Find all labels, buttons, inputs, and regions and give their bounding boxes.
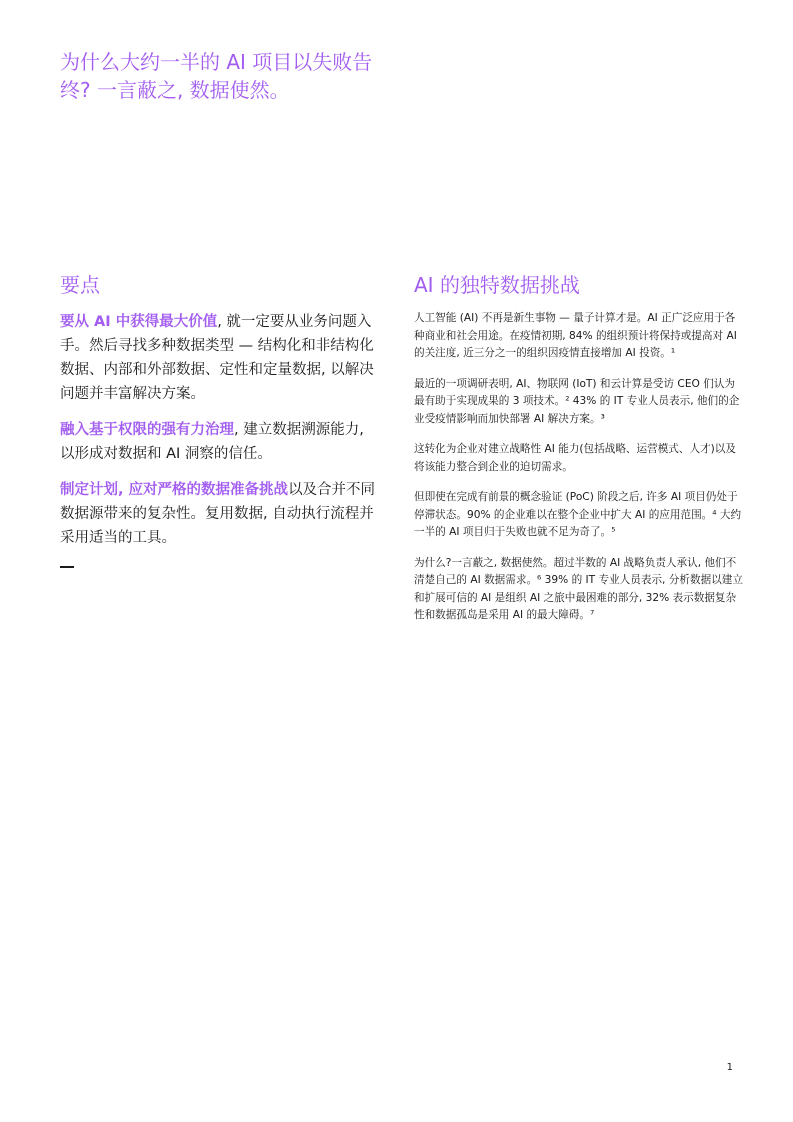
key-point — [60, 418, 380, 466]
page-title: 为什么大约一半的 AI 项目以失败告终? 一言蔽之, 数据使然。 — [60, 50, 373, 102]
body-paragraph: 为什么?一言蔽之, 数据使然。超过半数的 AI 战略负责人承认, 他们不清楚自己的 AI 数据需求。⁶ 39% 的 IT 专业人员表示, 分析数据以建立和扩展可信的 AI 是组织 AI 之旅中最困难的部分, 32% 表示数据复杂性和数据孤岛是采用 AI 的最大障碍。⁷ — [414, 556, 743, 621]
body-paragraph: 最近的一项调研表明, AI、物联网 (IoT) 和云计算是受访 CEO 们认为最有助于实现成果的 3 项技术。² 43% 的 IT 专业人员表示, 他们的企业受疫情影响而加快部署 AI 解决方案。³ — [414, 377, 740, 425]
body-paragraph: 但即使在完成有前景的概念验证 (PoC) 阶段之后, 许多 AI 项目仍处于停滞状态。90% 的企业难以在整个企业中扩大 AI 的应用范围。⁴ 大约一半的 AI 项目归于失败也就不足为奇了。⁵ — [414, 491, 742, 538]
key-point-highlight: 融入基于权限的强有力治理 — [60, 422, 234, 438]
key-point-highlight: 要从 AI 中获得最大价值 — [60, 314, 218, 330]
key-point-text: , 建立数据溯源能力, 以形成对数据和 AI 洞察的信任。 — [60, 422, 364, 462]
key-points-section — [60, 272, 380, 568]
body-paragraph: 这转化为企业对建立战略性 AI 能力(包括战略、运营模式、人才)以及将该能力整合到企业的迫切需求。 — [414, 443, 736, 473]
key-point — [60, 478, 380, 550]
key-point — [60, 310, 380, 406]
body-paragraph: 人工智能 (AI) 不再是新生事物 — 量子计算才是。AI 正广泛应用于各种商业和社会用途。在疫情初期, 84% 的组织预计将保持或提高对 AI 的关注度, 近三分之一的组织因疫情直接增加 AI 投资。¹ — [414, 312, 737, 359]
section-divider-dash — [60, 566, 74, 568]
ai-data-challenge-section — [414, 272, 744, 638]
key-point-text: 以及合并不同数据源带来的复杂性。复用数据, 自动执行流程并采用适当的工具。 — [60, 482, 376, 546]
key-point-text: , 就一定要从业务问题入手。然后寻找多种数据类型 — 结构化和非结构化数据、内部和外部数据、定性和定量数据, 以解决问题并丰富解决方案。 — [60, 314, 374, 402]
page-number: 1 — [726, 1062, 733, 1073]
key-points-heading: 要点 — [60, 273, 100, 297]
challenge-heading: AI 的独特数据挑战 — [414, 273, 580, 297]
key-point-highlight: 制定计划, 应对严格的数据准备挑战 — [60, 482, 289, 498]
